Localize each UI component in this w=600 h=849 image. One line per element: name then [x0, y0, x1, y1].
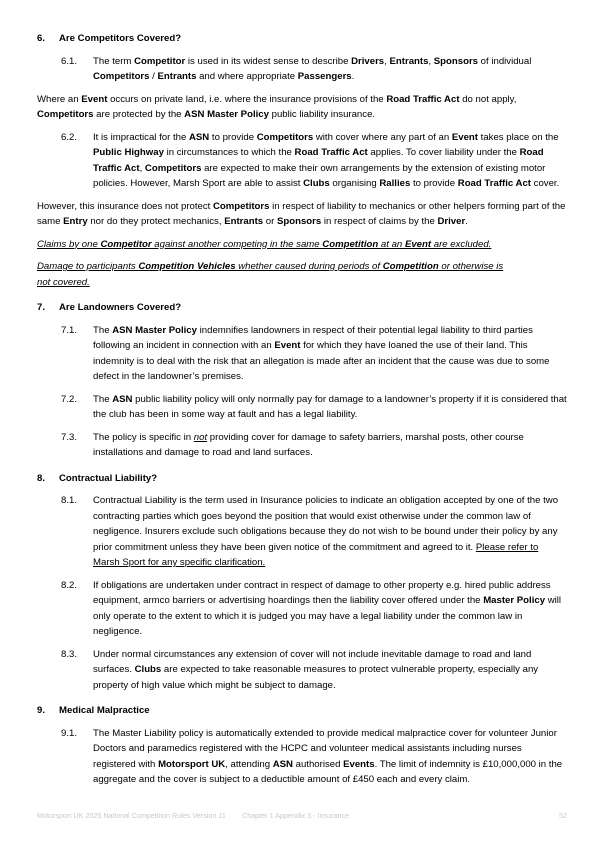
section-number: 7.: [37, 302, 46, 313]
clause-number: 8.3.: [61, 648, 78, 660]
clause-number: 7.2.: [61, 393, 78, 405]
section-title: Contractual Liability?: [59, 472, 158, 484]
section-title: Medical Malpractice: [59, 705, 150, 716]
clause-8-3: [61, 647, 567, 694]
document-page: [37, 31, 567, 795]
clause-number: 8.2.: [61, 579, 78, 591]
clause-text: The Master Liability policy is automatically extended to provide medical malpractice cover for volunteer Junior Doctors and paramedics registered with the HCPC and volunteer medical assistants including nurses registered with Motorsport UK, attending ASN authorised Events. The limit of indemnity is £10,000,000 in the aggregate and the cover is subject to a deductible amount of £450 each and every claim.: [93, 727, 563, 785]
section-7-heading: [37, 300, 567, 316]
section-9-heading: [37, 703, 567, 719]
clause-text: It is impractical for the ASN to provide Competitors with cover where any part of an Event takes place on the Public Highway in circumstances to which the Road Traffic Act applies. To cover liability under the Road Traffic Act, Competitors are expected to make their own arrangements by the extension of existing motor policies. However, Marsh Sport are able to assist Clubs organising Rallies to provide Road Traffic Act cover.: [93, 131, 560, 189]
clause-text: Contractual Liability is the term used in Insurance policies to indicate an obligation accepted by one of the two contracting parties which goes beyond the position that would exist otherwise under the common law of negligence. Insurers exclude such obligations because they do not wish to be bound under their policy by any prior commitment unless they have been given notice of the commitment and agreed to it. Please refer to Marsh Sport for any specific clarification.: [93, 495, 559, 568]
section-number: 9.: [37, 705, 46, 716]
clause-8-1: [61, 493, 567, 571]
footer-page-number: 52: [559, 811, 567, 820]
clause-9-1: [61, 726, 567, 788]
clarification-note: Please refer to Marsh Sport for any specific clarification.: [93, 541, 539, 568]
section-6-heading: [37, 31, 567, 47]
clause-text: The ASN public liability policy will only normally pay for damage to a landowner’s property if it is considered that the club has been in some way at fault and has a legal liability.: [93, 393, 567, 420]
clause-6-2: [61, 130, 567, 192]
clause-number: 8.1.: [61, 495, 78, 506]
footer-chapter: Chapter 1 Appendix 3 - Insurance: [242, 811, 350, 820]
clause-6-1: [61, 54, 567, 85]
clause-text: The term Competitor is used in its widest sense to describe Drivers, Entrants, Sponsors of individual Competitors / Entrants and where appropriate Passengers.: [93, 55, 532, 82]
clause-8-2: [61, 578, 567, 640]
section-number: 8.: [37, 472, 46, 484]
clause-number: 9.1.: [61, 727, 78, 739]
clause-7-2: [61, 392, 567, 423]
section-title: Are Landowners Covered?: [59, 302, 182, 313]
footer-rules-title: Motorsport UK 2025 National Competition Rules Version 11: [37, 811, 226, 820]
clause-text: The ASN Master Policy indemnifies landowners in respect of their potential legal liability to third parties following an incident in connection with an Event for which they have loaned the use of their land. This indemnity is to deal with the risk that an allegation is made after an incident that the cause was due to some defect in the landowner’s premises.: [93, 324, 550, 382]
section-number: 6.: [37, 33, 46, 44]
exclusion-claims: Claims by one Competitor against another competing in the same Competition at an Event are excluded.: [37, 238, 492, 250]
clause-number: 6.2.: [61, 131, 78, 143]
paragraph-private-land: Where an Event occurs on private land, i.e. where the insurance provisions of the Road Traffic Act do not apply, Competitors are protected by the ASN Master Policy public liability insurance.: [37, 93, 517, 120]
clause-text: The policy is specific in not providing cover for damage to safety barriers, marshal posts, other course installations and damage to road and land surfaces.: [93, 431, 524, 458]
clause-text: If obligations are undertaken under contract in respect of damage to other property e.g. hired public address equipment, armco barriers or advertising hoardings then the liability cover offered under the Master Policy will only operate to the extent to which it is judged you may have a legal liability under the common law in negligence.: [93, 579, 562, 637]
clause-number: 6.1.: [61, 55, 78, 67]
section-8-heading: [37, 471, 567, 487]
section-title: Are Competitors Covered?: [59, 33, 182, 44]
clause-7-3: [61, 430, 567, 461]
paragraph-mechanics: However, this insurance does not protect Competitors in respect of liability to mechanics or other helpers forming part of the same Entry nor do they protect mechanics, Entrants or Sponsors in respect of claims by the Driver.: [37, 200, 566, 227]
clause-7-1: [61, 323, 567, 385]
exclusion-damage: Damage to participants Competition Vehicles whether caused during periods of Competition or otherwise is not covered.: [37, 261, 504, 288]
clause-number: 7.1.: [61, 324, 78, 336]
clause-number: 7.3.: [61, 431, 78, 443]
clause-text: Under normal circumstances any extension of cover will not include inevitable damage to road and land surfaces. Clubs are expected to take reasonable measures to protect vulnerable property, especially any property of high value which might be subject to damage.: [93, 648, 539, 691]
